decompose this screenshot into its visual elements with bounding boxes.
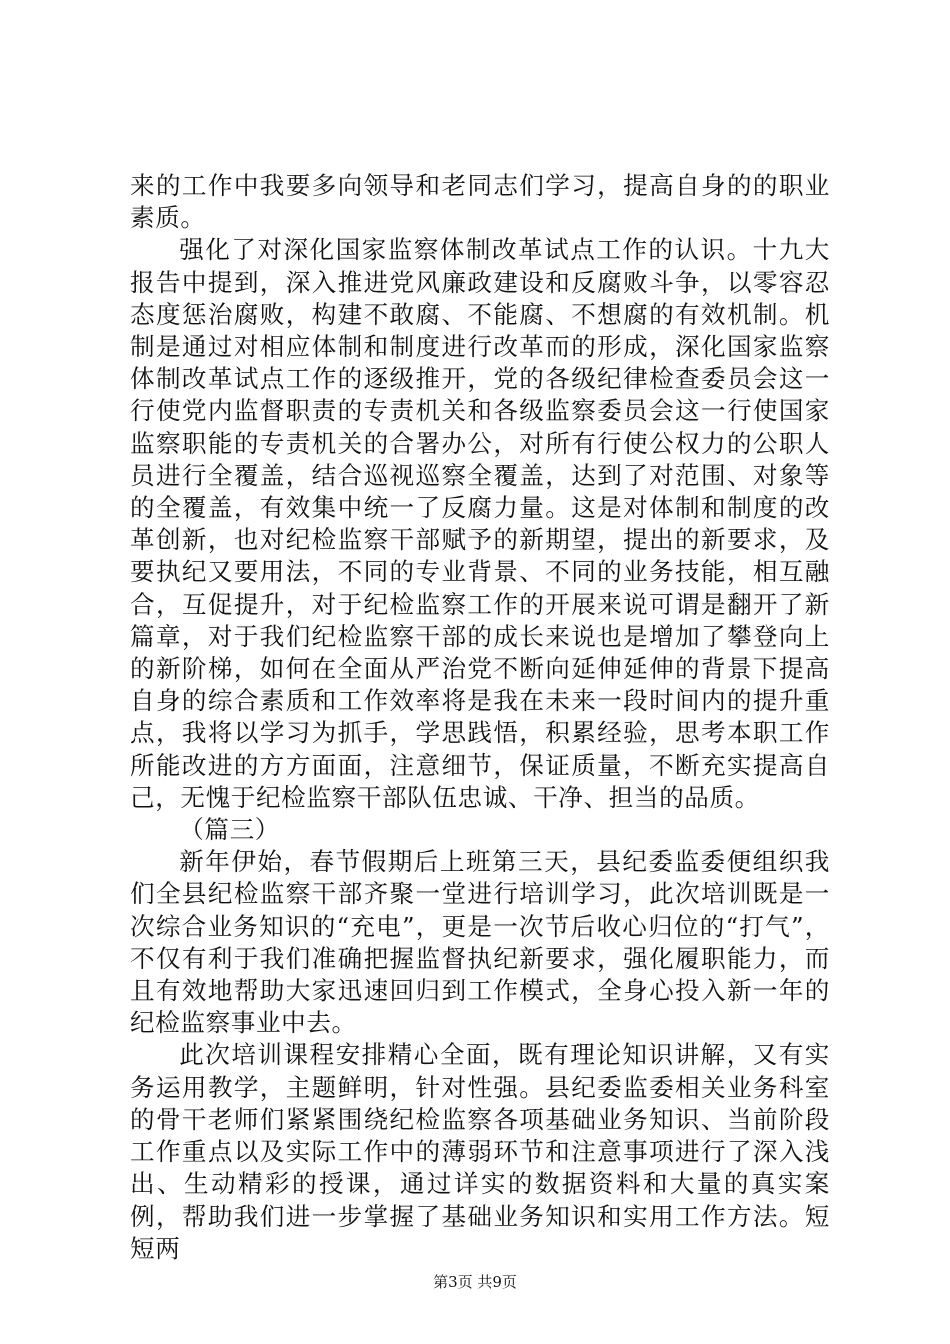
paragraph-supervision-reform: 强化了对深化国家监察体制改革试点工作的认识。十九大报告中提到，深入推进党风廉政建设和反腐败斗争，以零容忍态度惩治腐败，构建不敢腐、不能腐、不想腐的有效机制。机制是通过对相应体制和制度进行改革而的形成，深化国家监察体制改革试点工作的逐级推开，党的各级纪律检查委员会这一行使党内监督职责的专责机关和各级监察委员会这一行使国家监察职能的专责机关的合署办公，对所有行使公权力的公职人员进行全覆盖，结合巡视巡察全覆盖，达到了对范围、对象等的全覆盖，有效集中统一了反腐力量。这是对体制和制度的改革创新，也对纪检监察干部赋予的新期望，提出的新要求，及要执纪又要用法，不同的专业背景、不同的业务技能，相互融合，互促提升，对于纪检监察工作的开展来说可谓是翻开了新篇章，对于我们纪检监察干部的成长来说也是增加了攀登向上的新阶梯，如何在全面从严治党不断向延伸延伸的背景下提高自身的综合素质和工作效率将是我在未来一段时间内的提升重点，我将以学习为抓手，学思践悟，积累经验，思考本职工作所能改进的方方面面，注意细节，保证质量，不断充实提高自己，无愧于纪检监察干部队伍忠诚、干净、担当的品质。 (130, 235, 830, 812)
paragraph-training-courses: 此次培训课程安排精心全面，既有理论知识讲解，又有实务运用教学，主题鲜明，针对性强。县纪委监委相关业务科室的骨干老师们紧紧围绕纪检监察各项基础业务知识、当前阶段工作重点以及实际工作中的薄弱环节和注意事项进行了深入浅出、生动精彩的授课，通过详实的数据资料和大量的真实案例，帮助我们进一步掌握了基础业务知识和实用工作方法。短短两 (130, 1040, 830, 1263)
paragraph-new-year-training: 新年伊始，春节假期后上班第三天，县纪委监委便组织我们全县纪检监察干部齐聚一堂进行培训学习，此次培训既是一次综合业务知识的“充电”，更是一次节后收心归位的“打气”，不仅有利于我们准确把握监督执纪新要求，强化履职能力，而且有效地帮助大家迅速回归到工作模式，全身心投入新一年的纪检监察事业中去。 (130, 847, 830, 1038)
document-body (130, 170, 830, 1265)
page-number-footer: 第3页 共9页 (433, 1273, 517, 1291)
paragraph-continuation: 来的工作中我要多向领导和老同志们学习，提高自身的的职业素质。 (130, 171, 830, 233)
section-heading-part-three: （篇三） (179, 815, 280, 845)
